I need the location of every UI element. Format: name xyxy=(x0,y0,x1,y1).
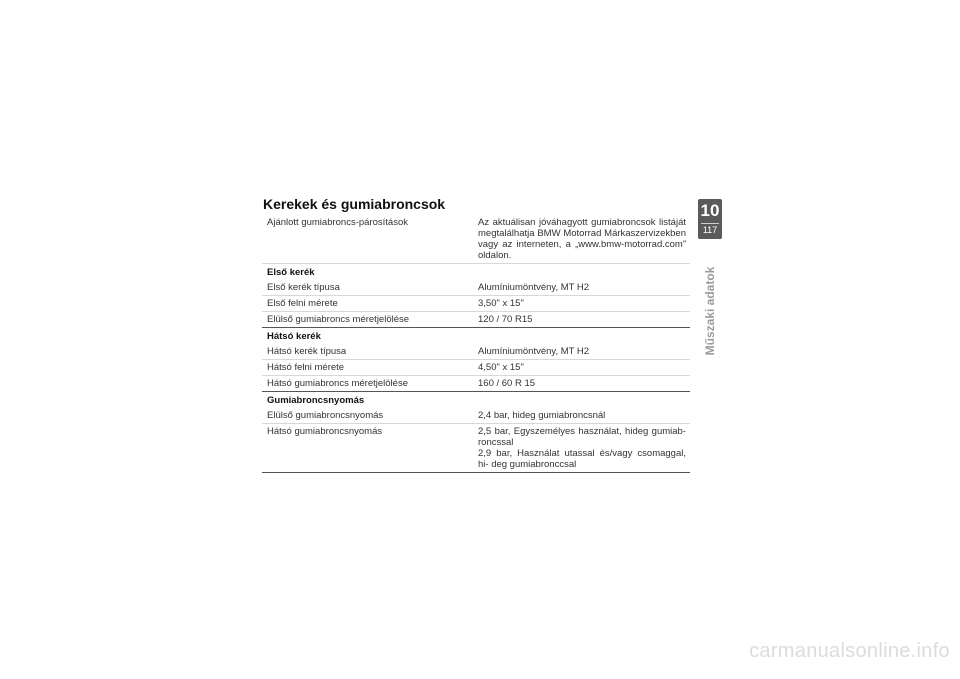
watermark xyxy=(0,640,960,663)
group-heading-row xyxy=(262,328,690,345)
group-heading-row xyxy=(262,264,690,281)
table-row xyxy=(262,344,690,360)
table-row xyxy=(262,376,690,392)
group-heading-rear: Hátsó kerék xyxy=(267,331,321,342)
row-label: Hátsó gumiabroncsnyomás xyxy=(262,424,473,473)
table-row xyxy=(262,312,690,328)
group-heading-pressure: Gumiabroncsnyomás xyxy=(267,395,365,406)
watermark-text: carmanualsonline.info xyxy=(749,640,950,662)
row-value xyxy=(473,424,690,473)
row-value: Alumíniumöntvény, MT H2 xyxy=(473,344,690,360)
row-value-line: 2,9 bar, Használat utassal és/vagy csomaggal, hi- deg gumiabronccsal xyxy=(478,448,686,470)
row-value-line: 2,5 bar, Egyszemélyes használat, hideg gumiab- roncssal xyxy=(478,426,686,448)
table-row xyxy=(262,296,690,312)
row-label: Ajánlott gumiabroncs-párosítások xyxy=(262,215,473,264)
row-value: 4,50" x 15" xyxy=(473,360,690,376)
table-row xyxy=(262,280,690,296)
table-row xyxy=(262,215,690,264)
row-label: Elülső gumiabroncsnyomás xyxy=(262,408,473,424)
row-value: Alumíniumöntvény, MT H2 xyxy=(473,280,690,296)
row-value: 2,4 bar, hideg gumiabroncsnál xyxy=(473,408,690,424)
chapter-number: 10 xyxy=(700,201,720,220)
row-value: Az aktuálisan jóváhagyott gumiabroncsok listáját megtalálhatja BMW Motorrad Márkaszervizekben vagy az interneten, a „www.bmw-motorrad.com” oldalon. xyxy=(473,215,690,264)
chapter-title-vertical: Műszaki adatok xyxy=(703,266,717,356)
table-row xyxy=(262,408,690,424)
chapter-tab xyxy=(698,199,722,239)
page-number: 117 xyxy=(702,225,718,235)
row-value: 120 / 70 R15 xyxy=(473,312,690,328)
row-label: Első felni mérete xyxy=(262,296,473,312)
row-value: 160 / 60 R 15 xyxy=(473,376,690,392)
row-label: Első kerék típusa xyxy=(262,280,473,296)
section-title: Kerekek és gumiabroncsok xyxy=(263,196,446,212)
row-label: Elülső gumiabroncs méretjelölése xyxy=(262,312,473,328)
row-value: 3,50" x 15" xyxy=(473,296,690,312)
row-label: Hátsó kerék típusa xyxy=(262,344,473,360)
group-heading-row xyxy=(262,392,690,409)
group-heading-front: Első kerék xyxy=(267,267,315,278)
table-row xyxy=(262,424,690,473)
row-label: Hátsó felni mérete xyxy=(262,360,473,376)
table-row xyxy=(262,360,690,376)
row-label: Hátsó gumiabroncs méretjelölése xyxy=(262,376,473,392)
chapter-divider xyxy=(701,223,719,224)
wheels-tyres-table xyxy=(262,215,690,473)
